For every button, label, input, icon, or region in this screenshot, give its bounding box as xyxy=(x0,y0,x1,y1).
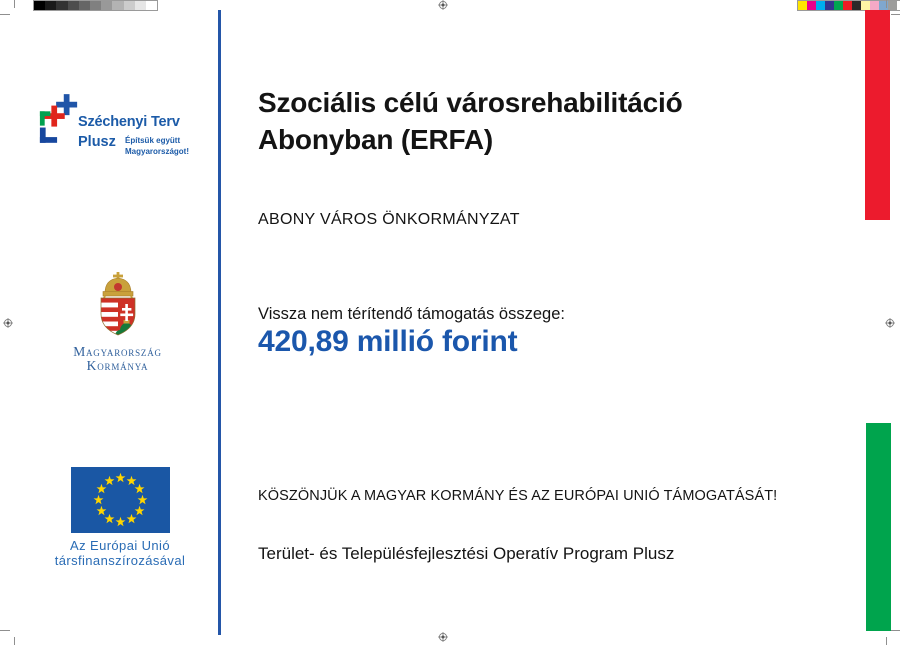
beneficiary-name: ABONY VÁROS ÖNKORMÁNYZAT xyxy=(258,211,520,228)
calibration-swatch xyxy=(843,1,852,10)
calibration-swatch xyxy=(870,1,879,10)
crop-mark xyxy=(0,14,10,15)
crop-mark xyxy=(891,630,900,631)
calibration-swatch xyxy=(45,1,56,10)
green-accent-block xyxy=(866,423,891,631)
calibration-swatch xyxy=(34,1,45,10)
calibration-swatch xyxy=(56,1,67,10)
grayscale-calibration-bar xyxy=(33,0,158,11)
calibration-swatch xyxy=(124,1,135,10)
thanks-message: KÖSZÖNJÜK A MAGYAR KORMÁNY ÉS AZ EURÓPAI UNIÓ TÁMOGATÁSÁT! xyxy=(258,488,778,504)
szechenyi-terv-plusz-logo-icon xyxy=(38,93,80,143)
calibration-swatch xyxy=(861,1,870,10)
eu-flag-icon xyxy=(71,467,170,533)
calibration-swatch xyxy=(90,1,101,10)
registration-mark-icon xyxy=(438,0,448,10)
calibration-swatch xyxy=(807,1,816,10)
calibration-swatch xyxy=(888,1,897,10)
calibration-swatch xyxy=(852,1,861,10)
calibration-swatch xyxy=(798,1,807,10)
grant-amount-label: Vissza nem térítendő támogatás összege: xyxy=(258,305,565,323)
program-name: Terület- és Településfejlesztési Operatív Program Plusz xyxy=(258,544,675,563)
calibration-swatch xyxy=(146,1,157,10)
crop-mark xyxy=(886,0,887,8)
vertical-divider-line xyxy=(218,10,221,635)
eu-cofinancing-text: Az Európai Unió társfinanszírozásával xyxy=(54,538,186,568)
szechenyi-terv-plusz-logo xyxy=(36,90,216,162)
crop-mark xyxy=(14,0,15,8)
government-logo-text: Magyarország Kormánya xyxy=(73,344,162,373)
grant-amount-value: 420,89 millió forint xyxy=(258,325,518,358)
red-accent-block xyxy=(865,10,890,220)
calibration-swatch xyxy=(79,1,90,10)
calibration-swatch xyxy=(825,1,834,10)
eu-cofinancing-logo xyxy=(25,467,215,568)
calibration-swatch xyxy=(816,1,825,10)
hungarian-coat-of-arms-icon xyxy=(95,272,141,336)
calibration-swatch xyxy=(135,1,146,10)
szechenyi-logo-name: Plusz xyxy=(78,134,116,150)
calibration-swatch xyxy=(834,1,843,10)
registration-mark-icon xyxy=(885,318,895,328)
crop-mark xyxy=(891,14,900,15)
registration-mark-icon xyxy=(3,318,13,328)
calibration-swatch xyxy=(68,1,79,10)
registration-mark-icon xyxy=(438,632,448,642)
crop-mark xyxy=(886,637,887,645)
crop-mark xyxy=(14,637,15,645)
szechenyi-logo-name: Széchenyi Terv xyxy=(78,114,180,130)
project-title: Szociális célú városrehabilitáció Abonyban (ERFA) xyxy=(258,87,683,155)
calibration-swatch xyxy=(112,1,123,10)
crop-mark xyxy=(0,630,10,631)
hungarian-government-logo xyxy=(30,272,205,373)
szechenyi-logo-tagline: Építsük együtt Magyarországot! xyxy=(125,136,190,156)
calibration-swatch xyxy=(101,1,112,10)
